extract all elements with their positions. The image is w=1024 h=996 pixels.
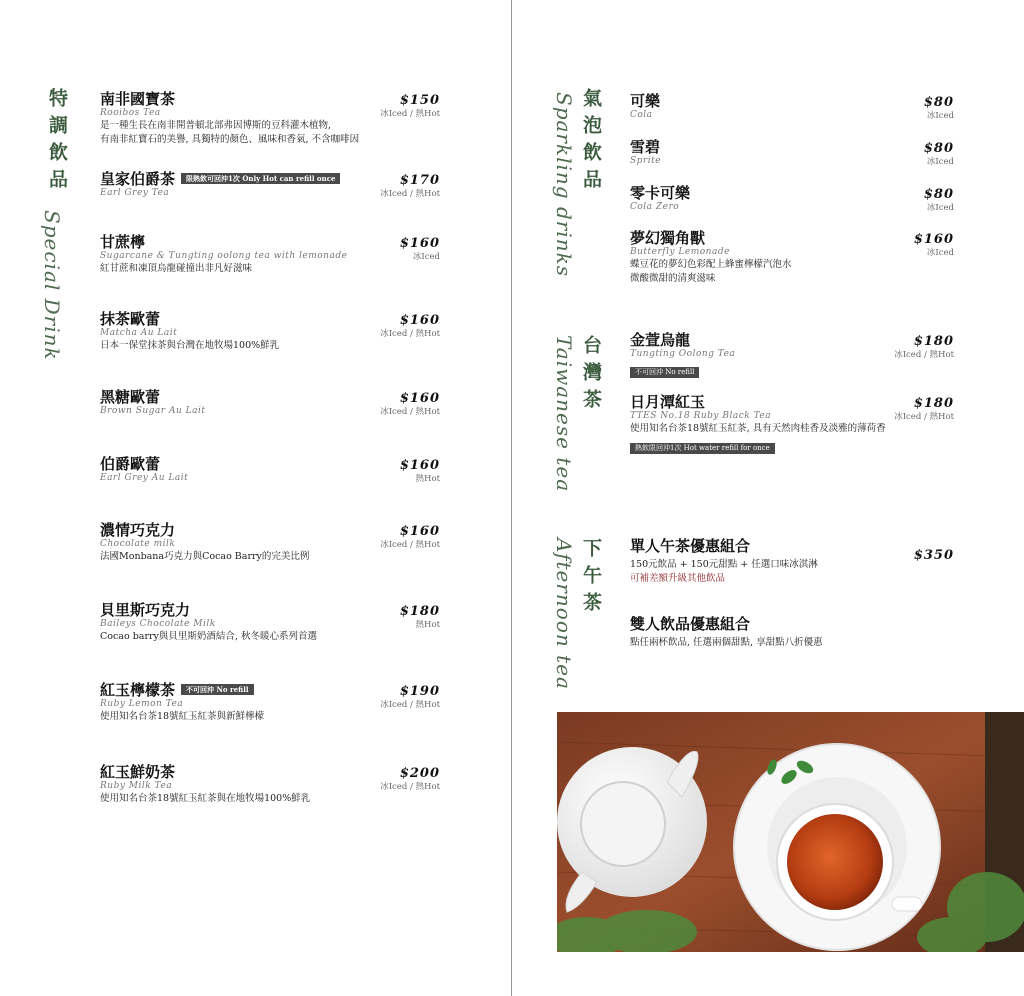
item-name: 濃情巧克力 — [100, 521, 176, 539]
price-block — [874, 396, 954, 423]
menu-item-butterfly-lemonade — [630, 229, 792, 286]
item-desc-upgrade: 可補差額升級其他飲品 — [630, 573, 726, 584]
price-note: 冰Iced — [926, 157, 954, 167]
price-value: $160 — [913, 232, 954, 247]
price-block — [360, 524, 440, 551]
item-name: 雙人飲品優惠組合 — [630, 615, 751, 633]
price-note: 冰Iced — [926, 111, 954, 121]
price-block — [360, 236, 440, 263]
price-note: 冰Iced / 熱Hot — [380, 700, 440, 710]
item-desc: 是一種生長在南非開普頓北部弗因博斯的豆科灌木植物, — [100, 120, 332, 131]
menu-item-brown-sugar-au-lait — [100, 388, 205, 417]
price-note: 冰Iced / 熱Hot — [380, 782, 440, 792]
item-name: 金萱烏龍 — [630, 331, 691, 349]
sparkling-section-title-en: Sparkling drinks — [552, 92, 576, 277]
item-desc: 點任兩杯飲品, 任選兩個甜點, 享甜點八折優惠 — [630, 637, 823, 648]
item-en-name: Ruby Milk Tea — [100, 781, 173, 791]
price-block — [874, 141, 954, 168]
price-value: $200 — [399, 766, 440, 781]
price-block — [874, 95, 954, 122]
sparkling-section-title-cn: 氣泡飲品 — [580, 88, 602, 196]
price-block — [360, 684, 440, 711]
price-block — [360, 604, 440, 631]
price-value: $180 — [913, 334, 954, 349]
item-name: 單人午茶優惠組合 — [630, 537, 751, 555]
price-note: 冰Iced — [926, 248, 954, 258]
afternoon-section-title-en: Afternoon tea — [552, 538, 576, 690]
item-en-name: Chocolate milk — [100, 539, 176, 549]
item-name: 抹茶歐蕾 — [100, 310, 161, 328]
menu-item-baileys-chocolate — [100, 601, 317, 644]
item-name: 皇家伯爵茶 限熱飲可回沖1次 Only Hot can refill once — [100, 170, 340, 188]
menu-item-cola-zero — [630, 184, 690, 213]
item-en-name: Tungting Oolong Tea — [630, 349, 736, 359]
item-name: 日月潭紅玉 — [630, 393, 706, 411]
price-note: 冰Iced — [926, 203, 954, 213]
price-block — [360, 173, 440, 200]
price-block — [874, 232, 954, 259]
special-section-title-en: Special Drink — [40, 210, 64, 361]
price-value: $160 — [399, 458, 440, 473]
item-name: 雪碧 — [630, 138, 661, 156]
item-desc: 日本一保堂抹茶與台灣在地牧場100%鮮乳 — [100, 340, 280, 351]
item-en-name: Butterfly Lemonade — [630, 247, 730, 257]
item-name: 紅玉鮮奶茶 — [100, 763, 176, 781]
menu-item-matcha-au-lait — [100, 310, 279, 353]
menu-item-ruby-milk-tea — [100, 763, 310, 806]
item-name: 甘蔗檸 — [100, 233, 146, 251]
price-value: $160 — [399, 524, 440, 539]
item-desc: 使用知名台茶18號紅玉紅茶, 具有天然肉桂香及淡雅的薄荷香 — [630, 423, 886, 434]
price-note: 冰Iced / 熱Hot — [894, 412, 954, 422]
price-note: 冰Iced / 熱Hot — [380, 540, 440, 550]
taiwanese-section-title-en: Taiwanese tea — [552, 335, 576, 493]
refill-tag: 熱飲限回沖1次 Hot water refill for once — [630, 443, 775, 454]
price-block — [360, 391, 440, 418]
price-value: $180 — [913, 396, 954, 411]
item-desc: 使用知名台茶18號紅玉紅茶與新鮮檸檬 — [100, 711, 265, 722]
item-en-name: Earl Grey Tea — [100, 188, 170, 198]
item-en-name: TTES No.18 Ruby Black Tea — [630, 411, 772, 421]
menu-item-ruby-lemon-tea — [100, 681, 264, 724]
price-value: $80 — [923, 187, 954, 202]
menu-item-rooibos — [100, 90, 359, 147]
item-en-name: Matcha Au Lait — [100, 328, 178, 338]
price-block — [360, 458, 440, 485]
item-name: 紅玉檸檬茶 不可回沖 No refill — [100, 681, 264, 699]
price-block — [874, 187, 954, 214]
menu-item-sprite — [630, 138, 661, 167]
price-note: 冰Iced / 熱Hot — [380, 407, 440, 417]
item-en-name: Cola Zero — [630, 202, 680, 212]
item-desc: 微酸微甜的清爽滋味 — [630, 273, 716, 284]
item-en-name: Cola — [630, 110, 653, 120]
item-name: 夢幻獨角獸 — [630, 229, 706, 247]
price-value: $190 — [399, 684, 440, 699]
price-note: 冰Iced / 熱Hot — [380, 329, 440, 339]
price-value: $160 — [399, 236, 440, 251]
item-name: 黑糖歐蕾 — [100, 388, 161, 406]
item-name: 貝里斯巧克力 — [100, 601, 191, 619]
price-block — [874, 548, 954, 564]
item-name: 南非國寶茶 — [100, 90, 176, 108]
price-note: 熱Hot — [415, 620, 440, 630]
item-en-name: Sugarcane & Tungting oolong tea with lemonade — [100, 251, 348, 261]
item-name: 零卡可樂 — [630, 184, 691, 202]
menu-item-ruby-black-tea — [630, 393, 886, 455]
menu-item-earl-grey-au-lait — [100, 455, 188, 484]
no-refill-tag: 不可回沖 No refill — [181, 684, 254, 695]
item-en-name: Ruby Lemon Tea — [100, 699, 184, 709]
item-desc: 使用知名台茶18號紅玉紅茶與在地牧場100%鮮乳 — [100, 793, 311, 804]
item-desc: Cocao barry與貝里斯奶酒結合, 秋冬暖心系列首選 — [100, 631, 317, 642]
price-value: $160 — [399, 313, 440, 328]
tea-photo-illustration — [557, 712, 1024, 952]
item-en-name: Baileys Chocolate Milk — [100, 619, 216, 629]
item-name: 可樂 — [630, 92, 661, 110]
price-value: $170 — [399, 173, 440, 188]
price-note: 冰Iced / 熱Hot — [380, 189, 440, 199]
item-en-name: Sprite — [630, 156, 662, 166]
price-value: $350 — [913, 548, 954, 563]
no-refill-tag: 不可回沖 No refill — [630, 367, 699, 378]
menu-item-sugarcane-lemonade — [100, 233, 347, 276]
price-value: $80 — [923, 141, 954, 156]
menu-item-cola — [630, 92, 660, 121]
item-desc: 法國Monbana巧克力與Cocao Barry的完美比例 — [100, 551, 310, 562]
menu-item-single-set — [630, 537, 818, 586]
menu-item-double-set — [630, 615, 823, 650]
price-value: $180 — [399, 604, 440, 619]
price-note: 冰Iced — [412, 252, 440, 262]
item-en-name: Rooibos Tea — [100, 108, 161, 118]
price-block — [360, 766, 440, 793]
item-en-name: Earl Grey Au Lait — [100, 473, 189, 483]
price-block — [360, 93, 440, 120]
price-block — [874, 334, 954, 361]
menu-item-earl-grey-tea — [100, 170, 340, 199]
taiwanese-section-title-cn: 台灣茶 — [580, 335, 602, 416]
item-desc: 150元飲品 + 150元甜點 + 任選口味冰淇淋 — [630, 559, 818, 570]
refill-tag: 限熱飲可回沖1次 Only Hot can refill once — [181, 173, 340, 184]
menu-item-chocolate-milk — [100, 521, 309, 564]
menu-item-tungting-oolong — [630, 331, 735, 379]
teapot-photo — [557, 712, 1024, 952]
price-value: $80 — [923, 95, 954, 110]
price-value: $150 — [399, 93, 440, 108]
price-note: 熱Hot — [415, 474, 440, 484]
price-block — [360, 313, 440, 340]
item-en-name: Brown Sugar Au Lait — [100, 406, 206, 416]
item-desc: 有南非紅寶石的美譽, 具獨特的顏色、風味和香氣, 不含咖啡因 — [100, 134, 360, 145]
price-note: 冰Iced / 熱Hot — [380, 109, 440, 119]
price-value: $160 — [399, 391, 440, 406]
item-desc: 蝶豆花的夢幻色彩配上蜂蜜檸檬汽泡水 — [630, 259, 792, 270]
afternoon-section-title-cn: 下午茶 — [580, 538, 602, 619]
page-divider — [511, 0, 512, 996]
price-note: 冰Iced / 熱Hot — [894, 350, 954, 360]
item-name: 伯爵歐蕾 — [100, 455, 161, 473]
special-section-title-cn: 特調飲品 — [46, 88, 68, 196]
item-desc: 紅甘蔗和凍頂烏龍碰撞出非凡好滋味 — [100, 263, 253, 274]
